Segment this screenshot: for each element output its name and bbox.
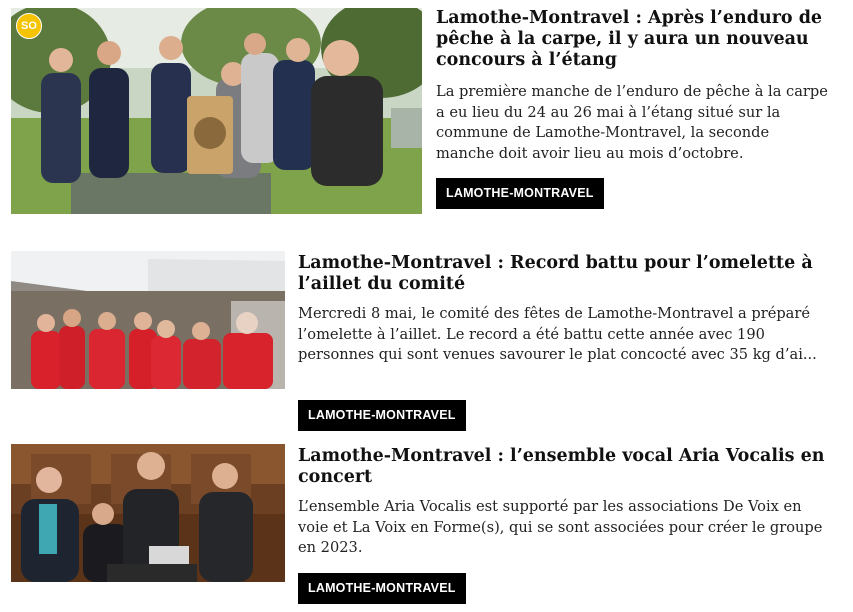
location-tag-button[interactable]: LAMOTHE-MONTRAVEL	[298, 573, 466, 604]
article-summary: Mercredi 8 mai, le comité des fêtes de Lamothe-Montravel a préparé l’omelette à l’aillet. Le record a été battu cette année avec 190 personnes qui sont venues savourer le plat concocté avec 35 kg d’ai...	[298, 305, 817, 363]
article-card-omelette	[0, 240, 853, 440]
location-tag-button[interactable]: LAMOTHE-MONTRAVEL	[298, 400, 466, 431]
article-content	[298, 253, 831, 366]
photo-vocal-ensemble	[11, 444, 285, 582]
article-title[interactable]: Lamothe-Montravel : Après l’enduro de pêche à la carpe, il y aura un nouveau concours à l’étang	[436, 8, 823, 70]
article-title[interactable]: Lamothe-Montravel : l’ensemble vocal Aria Vocalis en concert	[298, 446, 825, 487]
location-tag-button[interactable]: LAMOTHE-MONTRAVEL	[436, 178, 604, 209]
article-summary: L’ensemble Aria Vocalis est supporté par les associations De Voix en voie et La Voix en Forme(s), qui se sont associées pour créer le groupe en 2023.	[298, 498, 823, 556]
article-image-aria-vocalis[interactable]	[11, 444, 285, 582]
source-badge: SO	[16, 13, 42, 39]
article-card-carp-fishing	[0, 0, 853, 230]
article-card-aria-vocalis	[0, 440, 853, 612]
article-image-omelette[interactable]	[11, 251, 285, 389]
photo-fishermen-group	[11, 8, 422, 214]
article-title[interactable]: Lamothe-Montravel : Record battu pour l’omelette à l’aillet du comité	[298, 253, 813, 294]
article-summary: La première manche de l’enduro de pêche à la carpe a eu lieu du 24 au 26 mai à l’étang situé sur la commune de Lamothe-Montravel, la seconde manche doit avoir lieu au mois d’octobre.	[436, 83, 828, 162]
article-content	[298, 446, 831, 559]
photo-festival-committee	[11, 251, 285, 389]
article-content	[436, 8, 831, 164]
article-image-carp-fishing[interactable]	[11, 8, 422, 214]
